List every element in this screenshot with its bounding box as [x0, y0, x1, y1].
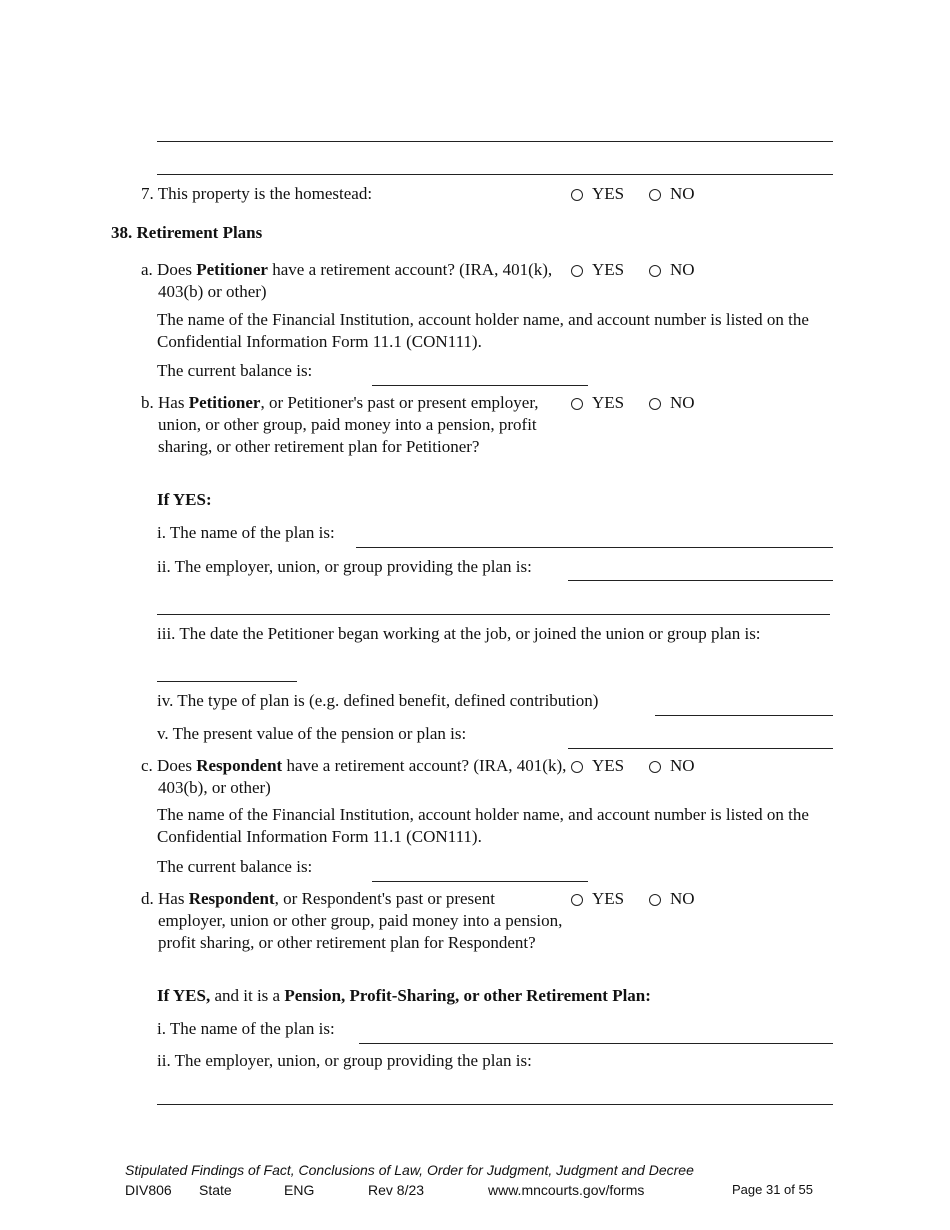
question-b-if-yes: If YES:: [157, 490, 212, 509]
question-b-plan-type-label: iv. The type of plan is (e.g. defined benefit, defined contribution): [157, 691, 599, 710]
question-b: b. Has Petitioner, or Petitioner's past or present employer, union, or other group, paid money into a pension, profit sharing, or other retirement plan for Petitioner?: [141, 393, 539, 456]
question-b-plan-name-line[interactable]: [356, 547, 833, 548]
homestead-no-radio[interactable]: [649, 189, 661, 201]
question-d-plan-name-line[interactable]: [359, 1043, 833, 1044]
question-d-no-label: NO: [670, 889, 695, 908]
question-b-employer-line-2[interactable]: [157, 614, 830, 615]
question-c: c. Does Respondent have a retirement account? (IRA, 401(k), 403(b), or other): [141, 756, 567, 797]
homestead-question: 7. This property is the homestead:: [141, 184, 373, 203]
question-a-no-label: NO: [670, 260, 695, 279]
question-c-balance-line[interactable]: [372, 881, 588, 882]
question-b-present-value-line[interactable]: [568, 748, 833, 749]
section-38-title: 38. Retirement Plans: [111, 223, 263, 242]
homestead-yes-label: YES: [592, 184, 625, 203]
question-b-plan-type-line[interactable]: [655, 715, 833, 716]
footer-website[interactable]: www.mncourts.gov/forms: [488, 1182, 645, 1198]
question-c-no-radio[interactable]: [649, 761, 661, 773]
question-a-no-radio[interactable]: [649, 265, 661, 277]
answer-line-top-1[interactable]: [157, 141, 833, 142]
question-a-yes-label: YES: [592, 260, 625, 279]
question-b-no-label: NO: [670, 393, 695, 412]
question-c-yes-label: YES: [592, 756, 625, 775]
question-b-present-value-label: v. The present value of the pension or plan is:: [157, 724, 467, 743]
question-d-if-yes: If YES, and it is a Pension, Profit-Sharing, or other Retirement Plan:: [157, 986, 651, 1005]
question-a-balance-line[interactable]: [372, 385, 588, 386]
question-b-plan-name-label: i. The name of the plan is:: [157, 523, 335, 542]
question-a-yes-radio[interactable]: [571, 265, 583, 277]
question-d-plan-name-label: i. The name of the plan is:: [157, 1019, 335, 1038]
answer-line-top-2[interactable]: [157, 174, 833, 175]
question-b-no-radio[interactable]: [649, 398, 661, 410]
question-d-yes-label: YES: [592, 889, 625, 908]
footer-form-code: DIV806: [125, 1182, 172, 1198]
question-d-employer-label: ii. The employer, union, or group providing the plan is:: [157, 1051, 532, 1070]
footer-language: ENG: [284, 1182, 315, 1198]
question-c-balance-label: The current balance is:: [157, 857, 313, 876]
question-a: a. Does Petitioner have a retirement account? (IRA, 401(k), 403(b) or other): [141, 260, 553, 301]
question-b-employer-label: ii. The employer, union, or group providing the plan is:: [157, 557, 532, 576]
question-d-no-radio[interactable]: [649, 894, 661, 906]
question-d-employer-line[interactable]: [157, 1104, 833, 1105]
footer-revision: Rev 8/23: [368, 1182, 425, 1198]
footer-page-number: Page 31 of 55: [732, 1182, 813, 1197]
question-b-employer-line[interactable]: [568, 580, 833, 581]
question-a-balance-label: The current balance is:: [157, 361, 313, 380]
question-a-info: The name of the Financial Institution, account holder name, and account number is listed on the Confidential Information Form 11.1 (CON111).: [157, 310, 809, 351]
question-c-yes-radio[interactable]: [571, 761, 583, 773]
question-c-info: The name of the Financial Institution, account holder name, and account number is listed on the Confidential Information Form 11.1 (CON111).: [157, 805, 809, 846]
footer-form-title: Stipulated Findings of Fact, Conclusions of Law, Order for Judgment, Judgment and Decree: [125, 1162, 694, 1178]
homestead-yes-radio[interactable]: [571, 189, 583, 201]
question-b-start-date-line[interactable]: [157, 681, 297, 682]
homestead-no-label: NO: [670, 184, 695, 203]
question-d: d. Has Respondent, or Respondent's past or present employer, union or other group, paid money into a pension, profit sharing, or other retirement plan for Respondent?: [141, 889, 563, 952]
question-b-yes-radio[interactable]: [571, 398, 583, 410]
question-b-yes-label: YES: [592, 393, 625, 412]
question-d-yes-radio[interactable]: [571, 894, 583, 906]
question-b-start-date-label: iii. The date the Petitioner began working at the job, or joined the union or group plan is:: [157, 624, 761, 643]
question-c-no-label: NO: [670, 756, 695, 775]
footer-jurisdiction: State: [199, 1182, 232, 1198]
